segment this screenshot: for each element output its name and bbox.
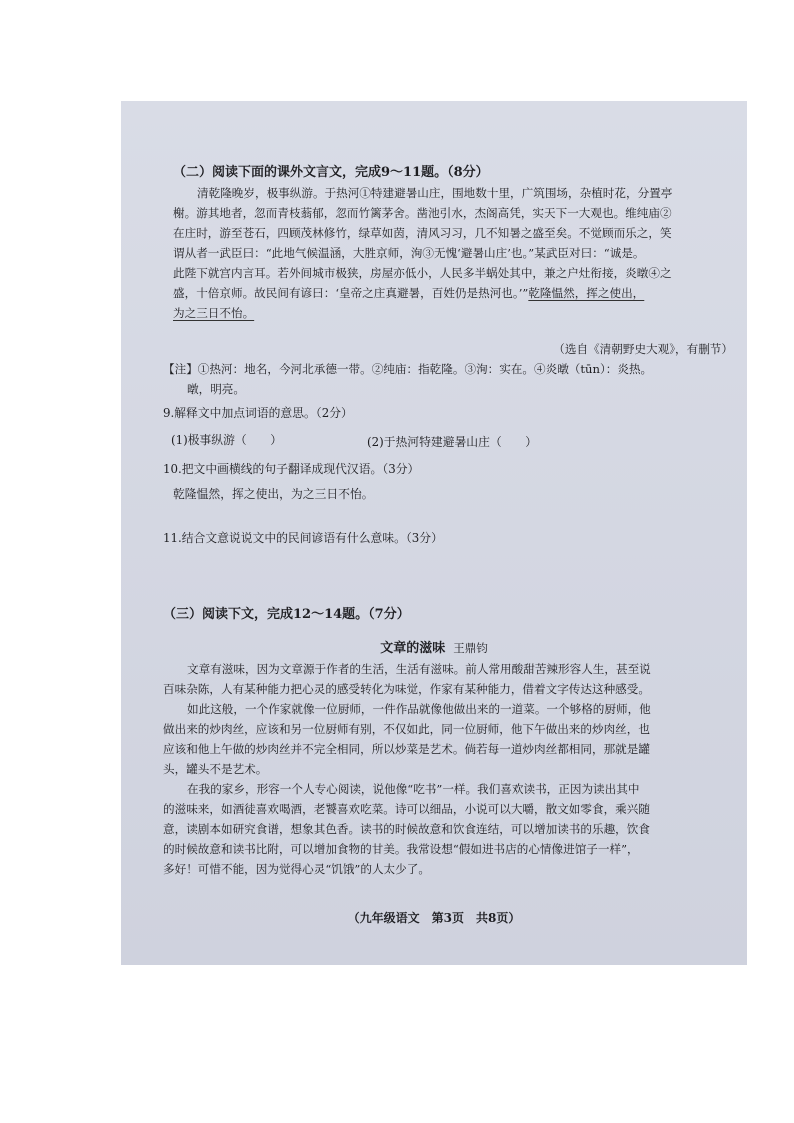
exam-page xyxy=(121,101,747,965)
article-line: 做出来的炒肉丝，应该和另一位厨师有别，不仅如此，同一位厨师，他下午做出来的炒肉丝，也 xyxy=(163,722,650,736)
question-9-item-2: (2)于热河特建避暑山庄（ ） xyxy=(367,435,538,449)
article-line: 百味杂陈，人有某种能力把心灵的感受转化为味觉，作家有某种能力，借着文字传达这种感受。 xyxy=(163,682,650,696)
passage-line xyxy=(173,303,723,323)
passage-line: 此陛下就宫内言耳。若外间城市极狭，房屋亦低小，人民多半蜗处其中，兼之户灶衔接，炎暾④之 xyxy=(173,266,672,280)
article-author: 王鼎钧 xyxy=(453,641,488,655)
underlined-sentence-part: 乾隆愠然，挥之使出， xyxy=(528,286,645,300)
section2-heading: （二）阅读下面的课外文言文，完成9～11题。（8分） xyxy=(173,165,489,180)
article-line: 的滋味来，如酒徒喜欢喝酒，老饕喜欢吃菜。诗可以细品，小说可以大嚼，散文如零食，乘兴随 xyxy=(163,802,650,816)
passage-line xyxy=(173,283,723,303)
passage-line: 清乾隆晚岁，极事纵游。于热河①特建避暑山庄，围地数十里，广筑围场，杂植时花，分置亭 xyxy=(197,186,673,200)
question-9: 9.解释文中加点词语的意思。（2分） xyxy=(163,406,353,420)
article-line: 意，读剧本如研究食谱，想象其色香。读书的时候故意和饮食连结，可以增加读书的乐趣，饮食 xyxy=(163,822,650,836)
note-line: 暾，明亮。 xyxy=(187,382,245,396)
classical-passage xyxy=(173,183,723,323)
article-line: 多好！可惜不能，因为觉得心灵“饥饿”的人太少了。 xyxy=(163,862,430,876)
question-10-sentence: 乾隆愠然，挥之使出，为之三日不怡。 xyxy=(173,487,374,501)
annotation-note xyxy=(163,359,733,399)
article-title xyxy=(121,637,747,656)
article-line: 如此这般，一个作家就像一位厨师，一件作品就像他做出来的一道菜。一个够格的厨师，他 xyxy=(187,702,651,716)
question-9-item-1: (1)极事纵游（ ） xyxy=(171,433,283,447)
passage-line-text: 盛，十倍京师。故民间有谚曰：‘皇帝之庄真避暑，百姓仍是热河也。’” xyxy=(173,286,529,300)
article-line: 在我的家乡，形容一个人专心阅读，说他像“吃书”一样。我们喜欢读书，正因为读出其中 xyxy=(187,782,640,796)
passage-line: 榭。游其地者，忽而青枝蓊郁，忽而竹篱茅舍。凿池引水，杰阁高凭，实天下一大观也。维纯庙② xyxy=(173,206,672,220)
page-footer: （九年级语文 第3页 共8页） xyxy=(347,911,521,925)
question-11: 11.结合文意说说文中的民间谚语有什么意味。（3分） xyxy=(163,531,443,545)
section3-heading: （三）阅读下文，完成12～14题。（7分） xyxy=(163,607,410,622)
note-line: 【注】①热河：地名，今河北承德一带。②纯庙：指乾隆。③洵：实在。④炎暾（tūn）：炎热。 xyxy=(163,362,653,376)
article-line: 的时候故意和读书比附，可以增加食物的甘美。我常设想“假如进书店的心情像进馆子一样”， xyxy=(163,842,639,856)
article-line: 文章有滋味，因为文章源于作者的生活，生活有滋味。前人常用酸甜苦辣形容人生，甚至说 xyxy=(187,662,651,676)
passage-line: 谓从者一武臣曰：“此地气候温涵，大胜京师，洵③无愧‘避暑山庄’也。”某武臣对曰：“诚是。 xyxy=(173,246,645,260)
passage-line: 在庄时，游至苍石，四顾茂林修竹，绿草如茵，清风习习，几不知暑之盛至矣。不觉顾而乐之，笑 xyxy=(173,226,672,240)
article-line: 头，罐头不是艺术。 xyxy=(163,762,268,776)
passage-source: （选自《清朝野史大观》，有删节） xyxy=(553,342,733,356)
underlined-sentence-part: 为之三日不怡。 xyxy=(173,306,255,320)
modern-passage xyxy=(163,659,733,879)
question-10: 10.把文中画横线的句子翻译成现代汉语。（3分） xyxy=(163,462,420,476)
article-line: 应该和他上午做的炒肉丝并不完全相同，所以炒菜是艺术。倘若每一道炒肉丝都相同，那就是罐 xyxy=(163,742,650,756)
article-title-text: 文章的滋味 xyxy=(380,641,446,656)
